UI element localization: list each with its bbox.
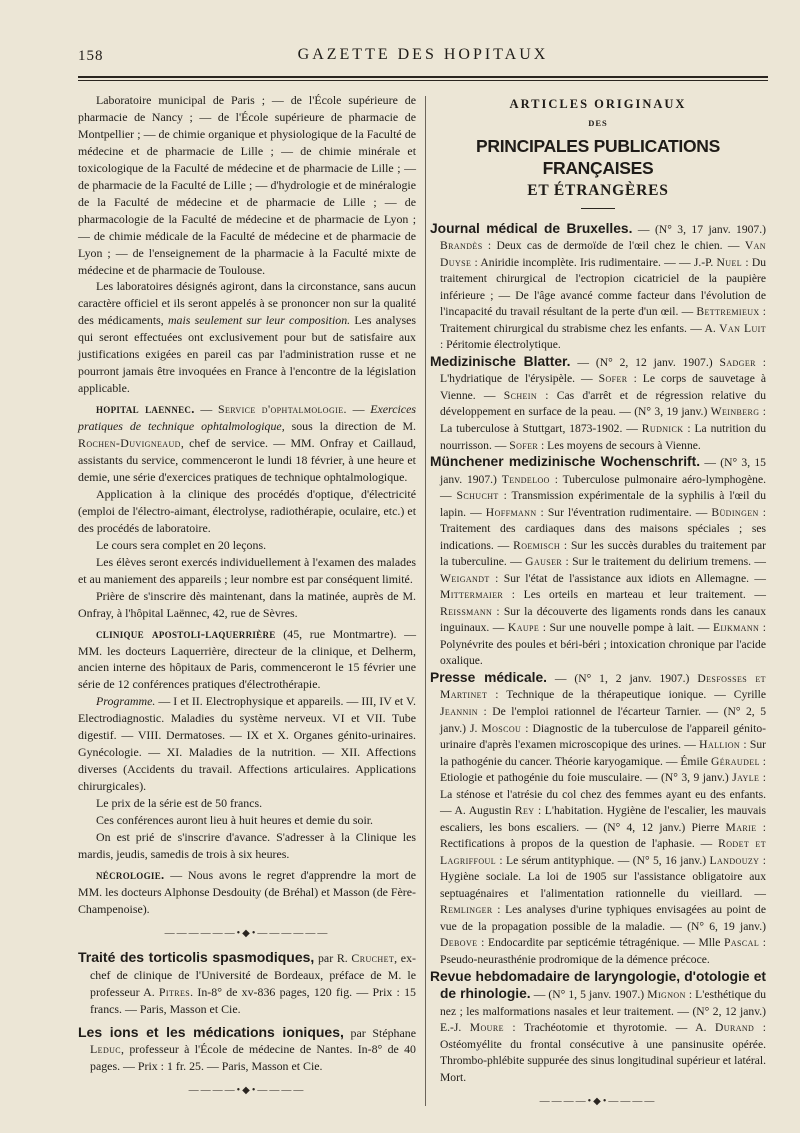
person-name: Géraudel — [710, 754, 760, 768]
text: — (N° 2, 12 janv. 1907.) — [570, 355, 720, 369]
text: : L'hydriatique de l'érysipèle. — — [440, 355, 766, 386]
section-heading: nécrologie. — [96, 867, 165, 882]
person-name: Durand — [715, 1021, 755, 1035]
left-column — [78, 92, 416, 1106]
text-italic: mais seulement sur leur composition. — [167, 313, 351, 328]
person-name: Sofer — [598, 372, 628, 386]
person-name: Sadger — [719, 355, 756, 369]
paragraph: Prière de s'inscrire dès maintenant, dans la matinée, auprès de M. Onfray, à l'hôpital Laënnec, 42, rue de Sèvres. — [78, 588, 416, 620]
header-rule-thin — [78, 80, 768, 81]
text: : Polynévrite des poules et béri-béri ; intoxication chronique par l'acide oxalique. — [440, 621, 766, 668]
journal-entry — [430, 670, 766, 969]
person-name: Mignon — [647, 988, 686, 1002]
section-laennec — [78, 401, 416, 486]
text: : Endocardite par septicémie tétragénique. — Mlle — [477, 936, 725, 950]
person-name: Moure — [469, 1021, 504, 1035]
person-name: Cruchet — [351, 950, 395, 965]
section-title-des: DES — [588, 117, 608, 128]
text: : Cas d'arrêt et de régression relative du développement en surface de la peau. — (N° 3, 19 janv.) — [440, 388, 766, 419]
text: , professeur à l'École de médecine de Nantes. In-8° de 40 pages. — Prix : 1 fr. 25. — Paris, Masson et Cie. — [90, 1042, 416, 1074]
text: : Les analyses d'urine typhiques envisagées au point de vue de la propagation possible de la maladie. — (N° 6, 19 janv.) — [440, 903, 766, 933]
text: : De l'emploi rationnel de l'écarteur Tarnier. — (N° 2, 5 janv.) J. — [440, 705, 766, 735]
paragraph: Le cours sera complet en 20 leçons. — [96, 537, 267, 552]
text: : Sur les succès durables du traitement par la tuberculine. — — [440, 538, 766, 569]
paragraph: Le prix de la série est de 50 francs. — [96, 796, 263, 811]
text: : Sur une nouvelle pompe à lait. — — [539, 621, 713, 635]
journal-title: GAZETTE DES HOPITAUX — [297, 46, 549, 63]
journal-name: Münchener medizinische Wochenschrift. — [430, 454, 701, 470]
person-name: Debove — [440, 936, 478, 950]
text: : Péritomie électrolytique. — [440, 338, 561, 352]
text: , chef de service. — MM. Onfray et Caillaud, assistants du service, commenceront le lundi 18 février, à une heure et demie, une série d'exercices pratiques de technique ophtalmologique. — [78, 436, 416, 484]
paragraph: Les élèves seront exercés individuellement à l'examen des malades et au maniement des appareils ; leur nombre est par conséquent limité. — [78, 554, 416, 586]
book-notice — [78, 949, 416, 1018]
paragraph: Application à la clinique des procédés d'optique, d'électricité (emploi de l'électro-aimant, électrolyse, radiothérapie, oculaire, etc.) et des procédés de laboratoire. — [78, 486, 416, 535]
text-italic: Exercices pratiques de technique ophtalmologique, — [78, 402, 416, 434]
person-name: Nuel — [716, 255, 743, 269]
title-rule — [581, 208, 615, 209]
text-italic: Programme. — [96, 694, 156, 709]
journal-entry — [430, 221, 766, 354]
person-name: Rudnick — [641, 421, 684, 435]
header-rule — [78, 76, 768, 78]
journal-name: Presse médicale. — [430, 669, 547, 685]
paragraph: On est prié de s'inscrire d'avance. S'adresser à la Clinique les mardis, jeudis, samedis de trois à six heures. — [78, 829, 416, 861]
paragraph — [78, 278, 416, 397]
person-name: Marie — [725, 820, 757, 834]
text: : Du traitement chirurgical de l'ectropion cicatriciel de la paupière inférieure ; — De l'âge avancé comme facteur dans l'évolution de l'incapacité du travail résultant de la perte d'un œil. — — [440, 255, 766, 319]
text: . In-8° de xv-836 pages, 120 fig. — Prix : 15 francs. — Paris, Masson et Cie. — [90, 984, 416, 1016]
text: — (N° 3, 15 janv. 1907.) — [440, 456, 766, 486]
section-necrologie — [78, 867, 416, 918]
text: : Traitement chirurgical du strabisme chez les enfants. — A. — [440, 305, 766, 335]
person-name: Pitres — [158, 984, 191, 999]
text: : Sur l'état de l'assistance aux idiots en Allemagne. — — [489, 571, 766, 585]
text: : Sur le traitement du delirium tremens. — — [562, 555, 766, 569]
text: : Sur la pathogénie du cancer. Théorie karyogamique. — Émile — [440, 738, 766, 768]
person-name: Sofer — [509, 438, 539, 452]
ornament-divider: ————•◆•———— — [188, 1085, 306, 1097]
section-clinique — [78, 626, 416, 694]
text: — (N° 1, 5 janv. 1907.) — [530, 988, 648, 1002]
person-name: Schucht — [456, 489, 499, 503]
text: : Transmission expérimentale de la syphilis à l'œil du lapin. — — [440, 489, 766, 519]
page-number: 158 — [78, 48, 104, 64]
text: : Etiologie et pathogénie du foie musculaire. — (N° 3, 9 janv.) — [440, 754, 766, 785]
person-name: Bettremieux — [696, 305, 760, 319]
text: : La tuberculose à Stuttgart, 1873-1902. — — [440, 405, 766, 435]
ornament-divider: ————•◆•———— — [539, 1096, 657, 1108]
text: sous la direction de M. — [284, 419, 416, 434]
person-name: Tendeloo — [501, 472, 550, 486]
book-title: Traité des torticolis spasmodiques, — [78, 948, 315, 965]
person-name: Brandès — [440, 239, 483, 253]
text: : Pseudo-neurasthénie prodromique de la démence précoce. — [440, 936, 766, 966]
text: : Hygiène sociale. La loi de 1905 sur l'assistance obligatoire aux septuagénaires et l'alimentation rationnelle du vieillard. — — [440, 853, 766, 900]
journal-entry — [430, 969, 766, 1087]
person-name: Rodet et Lagriffoul — [440, 837, 766, 867]
text: : Les orteils en marteau et leur traitement. — — [503, 588, 766, 602]
person-name: Kaupe — [507, 621, 540, 635]
text: : Sur l'éventration rudimentaire. — — [536, 505, 712, 519]
person-name: Jeannin — [440, 705, 478, 718]
journal-entry — [430, 354, 766, 454]
person-name: Weinberg — [710, 405, 760, 419]
person-name: Büdingen — [711, 505, 759, 519]
person-name: Desfosses et Martinet — [440, 671, 766, 702]
text: : Trachéotomie et thyrotomie. — A. — [503, 1021, 716, 1035]
person-name: Schein — [503, 388, 538, 402]
text: , ex-chef de clinique de l'Université de Bordeaux, préface de M. le professeur A. — [90, 950, 416, 999]
section-heading: clinique apostoli-laquerrière — [96, 626, 276, 641]
text: : La sténose et l'atrésie du col chez des femmes ayant eu des enfants. — A. Augustin — [440, 771, 767, 818]
text: : Technique de la thérapeutique ionique. — Cyrille — [487, 688, 766, 702]
text: : Ostéomyélite du frontal consécutive à une pansinusite opérée. Thrombo-phlébite suppurée des sinus longitudinal supérieur et latéral. Mort. — [440, 1021, 766, 1084]
person-name: Mittermaier — [440, 588, 504, 602]
person-name: Hallion — [699, 738, 741, 752]
section-subtitle: ET ÉTRANGÈRES — [527, 182, 669, 200]
text: — (N° 3, 17 janv. 1907.) — [632, 222, 766, 236]
text: : L'esthétique du nez ; les malformations nasales et leur traitement. — (N° 2, 12 janv.) E.-J. — [440, 988, 766, 1035]
book-title: Les ions et les médications ioniques, — [78, 1023, 344, 1040]
person-name: Rochen-Duvigneaud — [78, 436, 181, 451]
person-name: Gauser — [525, 555, 563, 569]
section-main-title: PRINCIPALES PUBLICATIONS FRANÇAISES — [476, 136, 720, 179]
right-column — [430, 90, 766, 1117]
text: : Diagnostic de la tuberculose de l'appareil génito-urinaire d'après l'examen microscopique des urines. — — [440, 721, 766, 752]
book-notice — [78, 1024, 416, 1076]
text: (45, rue Montmartre). — MM. les docteurs Laquerrière, directeur de la clinique, et Delherm, ancien interne des hôpitaux de Paris, commenceront le 15 février une série de 12 conférences pratiques d'électrothérapie. — [78, 626, 417, 692]
text: : Sur la découverte des ligaments ronds dans les canaux inguinaux. — — [440, 604, 766, 635]
page-header — [78, 46, 768, 76]
text: : Le corps de sauvetage à Vienne. — — [440, 372, 767, 402]
person-name: Landouzy — [709, 853, 760, 867]
text: Les laboratoires désignés agiront, dans la circonstance, sans aucun caractère officiel et ils seront appelés à se prononcer non sur la qualité des médicaments, — [78, 279, 416, 328]
paragraph: Ces conférences auront lieu à huit heures et demie du soir. — [96, 813, 374, 828]
ornament-divider: ——————•◆•—————— — [164, 927, 330, 939]
text: : Aniridie incomplète. Iris rudimentaire. — — J.-P. — [471, 255, 717, 269]
text: : L'habitation. Hygiène de l'escalier, les mauvais escaliers, les bons escaliers. — (N° 4, 12 janv.) Pierre — [440, 804, 766, 834]
journal-name: Journal médical de Bruxelles. — [430, 220, 633, 236]
text: par R. — [314, 950, 352, 965]
text: : Tuberculose pulmonaire aéro-lymphogène. — — [440, 472, 766, 503]
text: par Stéphane — [343, 1025, 416, 1040]
paragraph — [78, 693, 416, 795]
text: — (N° 1, 2 janv. 1907.) — [547, 671, 698, 685]
journal-name: Medizinische Blatter. — [430, 353, 571, 369]
text: Les analyses qui seront effectuées ont exclusivement pour but de satisfaire aux justifications exigées en pareil cas par l'administration russe et ne pourront jamais être invoquées en France à l'encontre de la législation applicable. — [78, 313, 416, 396]
text: : Le sérum antityphique. — (N° 5, 16 janv.) — [495, 853, 710, 867]
person-name: Reissmann — [440, 604, 493, 618]
person-name: Hoffmann — [485, 505, 537, 519]
text: : Rectifications à propos de la question de l'aphasie. — — [440, 820, 766, 851]
text: — I et II. Electrophysique et appareils. — III, IV et V. Electrodiagnostic. Maladies du système nerveux. VI et VII. Tube digestif. — VIII. Dermatoses. — IX et X. Organes génito-urinaires. Gynécologie. — XI. Maladies de la nutrition. — XII. Affections diverses (Accidents du travail. Affections articulaires. Applications chirurgicales). — [78, 694, 416, 794]
person-name: Moscou — [481, 721, 522, 735]
person-name: Jayle — [732, 771, 760, 785]
person-name: Rey — [514, 804, 535, 818]
journal-entry — [430, 454, 766, 670]
person-name: Remlinger — [440, 903, 493, 917]
column-divider — [425, 96, 426, 1106]
text: — Nous avons le regret d'apprendre la mort de MM. les docteurs Alphonse Desdouity (de Bréhal) et Masson (de Fère-Champenoise). — [78, 867, 416, 916]
text: — — [346, 402, 371, 417]
person-name: Van Duyse — [440, 239, 766, 269]
text: — — [194, 402, 218, 417]
text: : Traitement des cardiaques dans des maisons spéciales ; ses indications. — — [440, 505, 766, 552]
person-name: Van Luit — [719, 321, 766, 335]
text: : La nutrition du nourrisson. — — [440, 421, 766, 452]
person-name: Roemisch — [513, 538, 561, 552]
text-smallcaps: Service d'ophtalmologie. — [218, 402, 347, 417]
paragraph: Laboratoire municipal de Paris ; — de l'École supérieure de pharmacie de Nancy ; — de l'École supérieure de pharmacie de Montpellier ; — de chimie organique et physiologique de la Faculté de médecine et de pharmacie de Lille ; — de chimie minérale et toxicologique de la Faculté de médecine et de pharmacie de Lille ; — de pharmacie de la Faculté de Lille ; — d'hydrologie et de minéralogie de la Faculté de médecine et de pharmacie de Lille ; — de pharmacologie de la Faculté de médecine et de pharmacie de Lyon ; — de chimie médicale de la Faculté de médecine et de pharmacie de Lyon ; — de l'enseignement de la pharmacie à la Faculté mixte de médecine et de pharmacie de Toulouse. — [78, 93, 416, 277]
journal-name: Revue hebdomadaire de laryngologie, d'otologie et de rhinologie. — [430, 968, 766, 1002]
text: : Deux cas de dermoïde de l'œil chez le chien. — — [482, 239, 745, 253]
person-name: Leduc — [90, 1042, 122, 1057]
person-name: Pascal — [724, 936, 760, 950]
text: : Les moyens de secours à Vienne. — [538, 438, 701, 452]
section-title: ARTICLES ORIGINAUX — [509, 97, 687, 111]
section-heading: hopital laennec. — [96, 402, 195, 417]
person-name: Eijkmann — [712, 621, 760, 635]
person-name: Weigandt — [440, 571, 490, 585]
